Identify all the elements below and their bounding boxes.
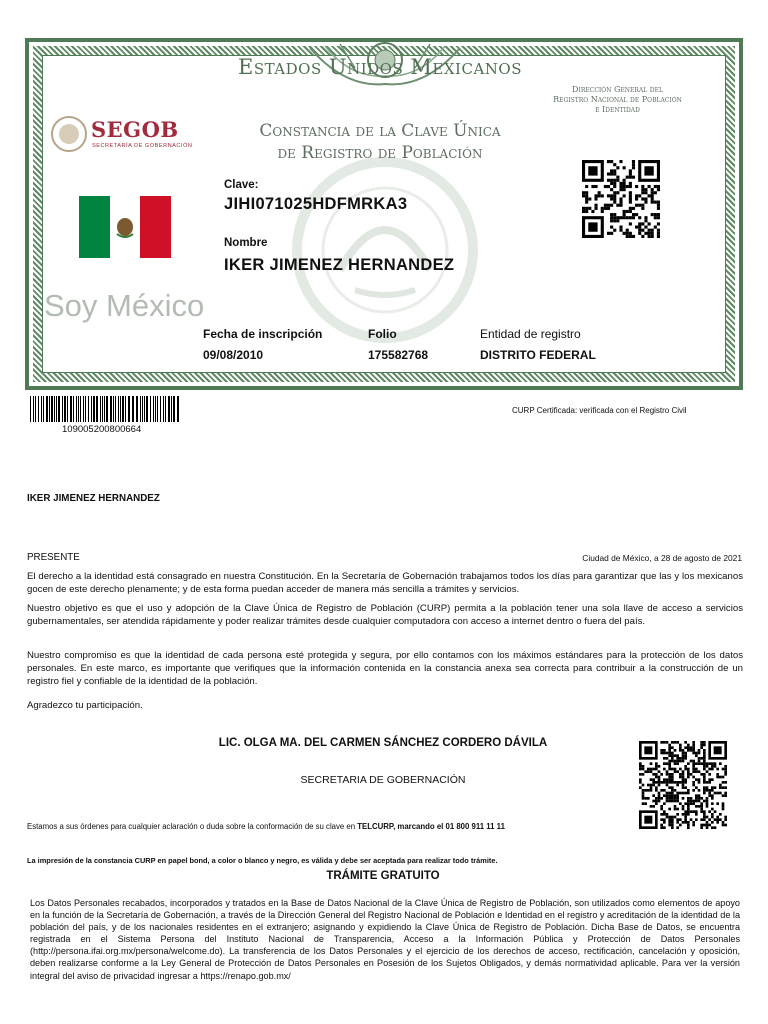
clave-label: Clave: bbox=[224, 179, 259, 191]
letter-thanks: Agradezco tu participación. bbox=[27, 700, 143, 711]
segob-seal-icon bbox=[50, 115, 88, 153]
letter-recipient: IKER JIMENEZ HERNANDEZ bbox=[27, 493, 160, 504]
contact-text: Estamos a sus órdenes para cualquier aclaración o duda sobre la conformación de su clave en bbox=[27, 822, 358, 831]
privacy-notice: Los Datos Personales recabados, incorporados y tratados en la Base de Datos Nacional de la Clave Única de Registro de Población, son utilizados como elementos de apoyo en la función de la Secretaría de Gobernación, a través de la Dirección General del Registro Nacional de Población e Identidad en el registro y acreditación de la identidad de la población del país, y de los nacionales residentes en el extranjero; asignando y expidiendo la Clave Única de Registro de Población. Dicha Base de Datos, se encuentra registrada en el Sistema Persona del Instituto Nacional de Transparencia, Acceso a la Información Pública y Protección de Datos Personales (http://persona.ifai.org.mx/persona/welcome.do). La transferencia de los Datos Personales y el ejercicio de los derechos de acceso, rectificación, cancelación y oposición, deben realizarse conforme a la Ley General de Protección de Datos Personales en Posesión de los Sujetos Obligados, y demás normatividad aplicable. Para ver la versión integral del aviso de privacidad ingresar a https://renapo.gob.mx/ bbox=[30, 898, 740, 981]
agency-line-2: Registro Nacional de Población bbox=[553, 95, 682, 104]
folio-label: Folio bbox=[368, 327, 397, 341]
nombre-value: IKER JIMENEZ HERNANDEZ bbox=[224, 256, 455, 274]
letter-paragraph-2: Nuestro objetivo es que el uso y adopción de la Clave Única de Registro de Población (CURP) permita a la población tener una sola llave de acceso a servicios gubernamentales, ser atendida rápidamente y poder realizar trámites desde cualquier computadora con acceso a internet dentro o fuera del país. bbox=[27, 603, 743, 627]
barcode-icon bbox=[30, 396, 180, 422]
free-procedure-notice: TRÁMITE GRATUITO bbox=[326, 870, 440, 882]
agency-name bbox=[545, 85, 690, 115]
curp-certified-note: CURP Certificada: verificada con el Registro Civil bbox=[512, 406, 687, 415]
nombre-label: Nombre bbox=[224, 237, 268, 249]
mexico-flag-icon bbox=[79, 196, 171, 258]
flag-coat-of-arms-icon bbox=[110, 196, 141, 258]
segob-logo-subtext: SECRETARÍA DE GOBERNACIÓN bbox=[92, 143, 193, 149]
letter-paragraph-1: El derecho a la identidad está consagrado en nuestra Constitución. En la Secretaría de Gobernación trabajamos todos los días para garantizar que las y los mexicanos gocen de este derecho plenamente; y de esta forma puedan acceder de manera más sencilla a trámites y servicios. bbox=[27, 571, 743, 595]
flag-red-stripe bbox=[140, 196, 171, 258]
validity-note: La impresión de la constancia CURP en papel bond, a color o blanco y negro, es válida y debe ser aceptada para realizar todo trámite. bbox=[27, 856, 498, 865]
certificate-title: Estados Unidos Mexicanos bbox=[238, 55, 522, 79]
national-seal-watermark-icon bbox=[285, 150, 485, 350]
letter-qr-code-icon bbox=[639, 741, 727, 829]
certificate-subtitle bbox=[196, 120, 564, 164]
folio-value: 175582768 bbox=[368, 348, 429, 362]
flag-white-stripe bbox=[110, 196, 141, 258]
fecha-label: Fecha de inscripción bbox=[203, 327, 323, 341]
agency-line-3: e Identidad bbox=[595, 105, 640, 114]
letter-presente: PRESENTE bbox=[27, 552, 80, 563]
segob-logo-text: SEGOB bbox=[91, 117, 179, 142]
contact-phone: TELCURP, marcando el 01 800 911 11 11 bbox=[357, 822, 505, 831]
clave-value: JIHI071025HDFMRKA3 bbox=[224, 195, 408, 213]
letter-place-date: Ciudad de México, a 28 de agosto de 2021 bbox=[582, 553, 742, 563]
signer-title: SECRETARIA DE GOBERNACIÓN bbox=[300, 774, 466, 786]
contact-line bbox=[27, 822, 505, 831]
soy-mexico-slogan: Soy México bbox=[44, 288, 205, 323]
flag-green-stripe bbox=[79, 196, 110, 258]
fecha-value: 09/08/2010 bbox=[203, 348, 264, 362]
agency-line-1: Dirección General del bbox=[572, 85, 663, 94]
subtitle-line-1: Constancia de la Clave Única bbox=[259, 121, 501, 141]
entidad-label: Entidad de registro bbox=[480, 327, 581, 341]
subtitle-line-2: de Registro de Población bbox=[277, 143, 483, 163]
signer-name: LIC. OLGA MA. DEL CARMEN SÁNCHEZ CORDERO DÁVILA bbox=[218, 737, 548, 749]
entidad-value: DISTRITO FEDERAL bbox=[480, 348, 596, 362]
letter-paragraph-3: Nuestro compromiso es que la identidad de cada persona esté protegida y segura, por ello contamos con los máximos estándares para la protección de los datos personales. En este marco, es importante que verifiques que la información contenida en la constancia anexa sea correcta para contribuir a la construcción de un registro fiel y confiable de la identidad de la población. bbox=[27, 650, 743, 687]
barcode-number: 109005200800664 bbox=[62, 424, 142, 435]
certificate-qr-code-icon bbox=[582, 160, 660, 238]
